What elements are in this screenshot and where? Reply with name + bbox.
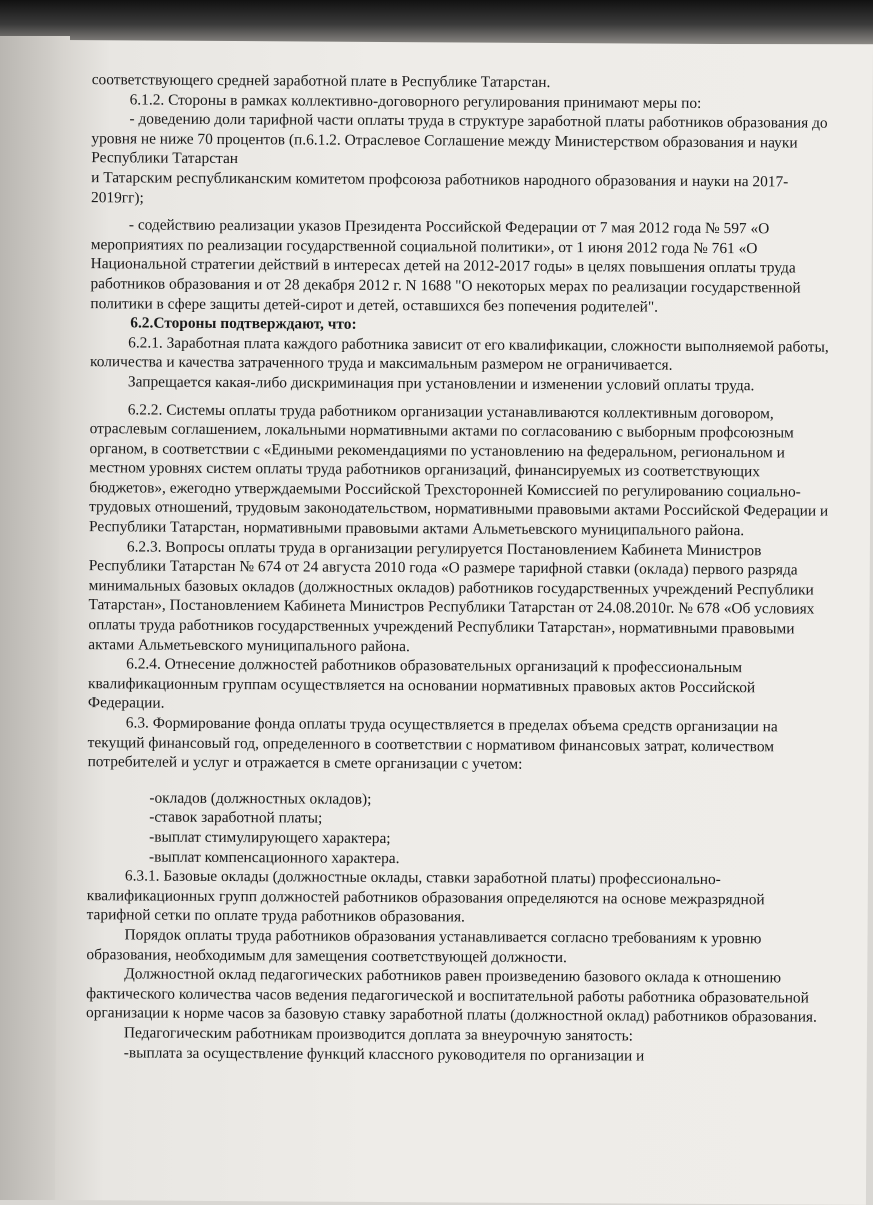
document-page [55,40,873,1205]
list-item: -выплат компенсационного характера. [148,848,400,867]
paragraph-pay-order: Порядок оплаты труда работников образования устанавливается согласно требованиям к уровню образования, необходимым для замещения соответствующей должности. [86,926,762,966]
paragraph-6-2-2: 6.2.2. Системы оплаты труда работником организации устанавливаются коллективным договором, отраслевым соглашением, локальными нормативными актами по согласованию с выборным профсоюзным органом, в соответствии с «Едиными рекомендациями по установлению на федеральном, региональном и местном уровнях систем оплаты труда работников организаций, финансируемых из соответствующих бюджетов», ежегодно утверждаемыми Российской Трехсторонней Комиссией по регулированию социально-трудовых отношений, трудовым законодательством, нормативными правовыми актами Российской Федерации и Республики Татарстан, нормативными правовыми актами Альметьевского муниципального района. [88,400,829,540]
paragraph-6-1-2: 6.1.2. Стороны в рамках коллективно-договорного регулирования принимают меры по: [129,91,702,112]
salary-components-list [87,788,827,871]
section-heading-6-2: 6.2.Стороны подтверждают, что: [130,314,357,333]
paragraph-discrimination: Запрещается какая-либо дискриминация при установлении и изменении условий оплаты труда. [127,373,755,395]
paragraph-continuation: соответствующего средней заработной плате в Республике Татарстан. [91,71,551,91]
paragraph-tariff-share-cont: и Татарским республиканским комитетом профсоюза работников народного образования и науки на 2017-2019гг); [90,169,789,207]
document-body [86,70,832,1067]
paragraph-class-teacher: -выплата за осуществление функций классного руководителя по организации и [123,1043,645,1065]
paragraph-6-3: 6.3. Формирование фонда оплаты труда осуществляется в пределах объема средств организации на текущий финансовый год, определенного в соответствии с нормативом финансовых затрат, количеством потребителей и услуг и отражается в смете организации с учетом: [87,714,778,774]
paragraph-6-2-3: 6.2.3. Вопросы оплаты труда в организации регулируется Постановлением Кабинета Министров Республики Татарстан № 674 от 24 августа 2010 года «О размере тарифной ставки (оклада) первого разряда минимальных базовых окладов (должностных окладов) работников государственных учреждений Республики Татарстан», Постановлением Кабинета Министров Республики Татарстан от 24.08.2010г. № 678 «Об условиях оплаты труда работников государственных учреждений Республики Татарстан», нормативными правовыми актами Альметьевского муниципального района. [88,538,815,655]
paragraph-extracurricular: Педагогическим работникам производится доплата за внеурочную занятость: [123,1024,634,1045]
paragraph-official-salary: Должностной оклад педагогических работников равен произведению базового оклада к отношению фактического количества часов ведения педагогической и воспитательной работы работника образовательной организации к норме часов за базовую ставку заработной платы (должностной оклад) работников образования. [86,965,817,1026]
paragraph-presidential-decrees: - содействию реализации указов Президента Российской Федерации от 7 мая 2012 года № 597 «О мероприятиях по реализации государственной социальной политики», от 1 июня 2012 года № 761 «О Национальной стратегии действий в интересах детей на 2012-2017 годы» в целях повышения оплаты труда работников образования и от 28 декабря 2012 г. N 1688 "О некоторых мерах по реализации государственной политики в сфере защиты детей-сирот и детей, оставшихся без попечения родителей". [90,216,801,316]
paragraph-6-3-1: 6.3.1. Базовые оклады (должностные оклады, ставки заработной платы) профессионально-квалификационных групп должностей работников образования определяются на основе межразрядной тарифной сетки по оплате труда работников образования. [86,867,765,926]
paragraph-tariff-share: - доведению доли тарифной части оплаты труда в структуре заработной платы работников образования до уровня не ниже 70 процентов (п.6.1.2. Отраслевое Соглашение между Министерством образования и науки Республики Татарстан [91,110,828,168]
paragraph-6-2-1: 6.2.1. Заработная плата каждого работника зависит от его квалификации, сложности выполняемой работы, количества и качества затраченного труда и максимальным размером не ограничивается. [89,334,829,375]
paragraph-6-2-4: 6.2.4. Отнесение должностей работников образовательных организаций к профессиональным квалификационным группам осуществляется на основании нормативных правовых актов Российской Федерации. [87,655,756,713]
list-item: -окладов (должностных окладов); [149,789,372,808]
list-item: -ставок заработной платы; [149,808,323,827]
list-item: -выплат стимулирующего характера; [149,828,391,847]
scan-top-shadow [0,0,873,44]
